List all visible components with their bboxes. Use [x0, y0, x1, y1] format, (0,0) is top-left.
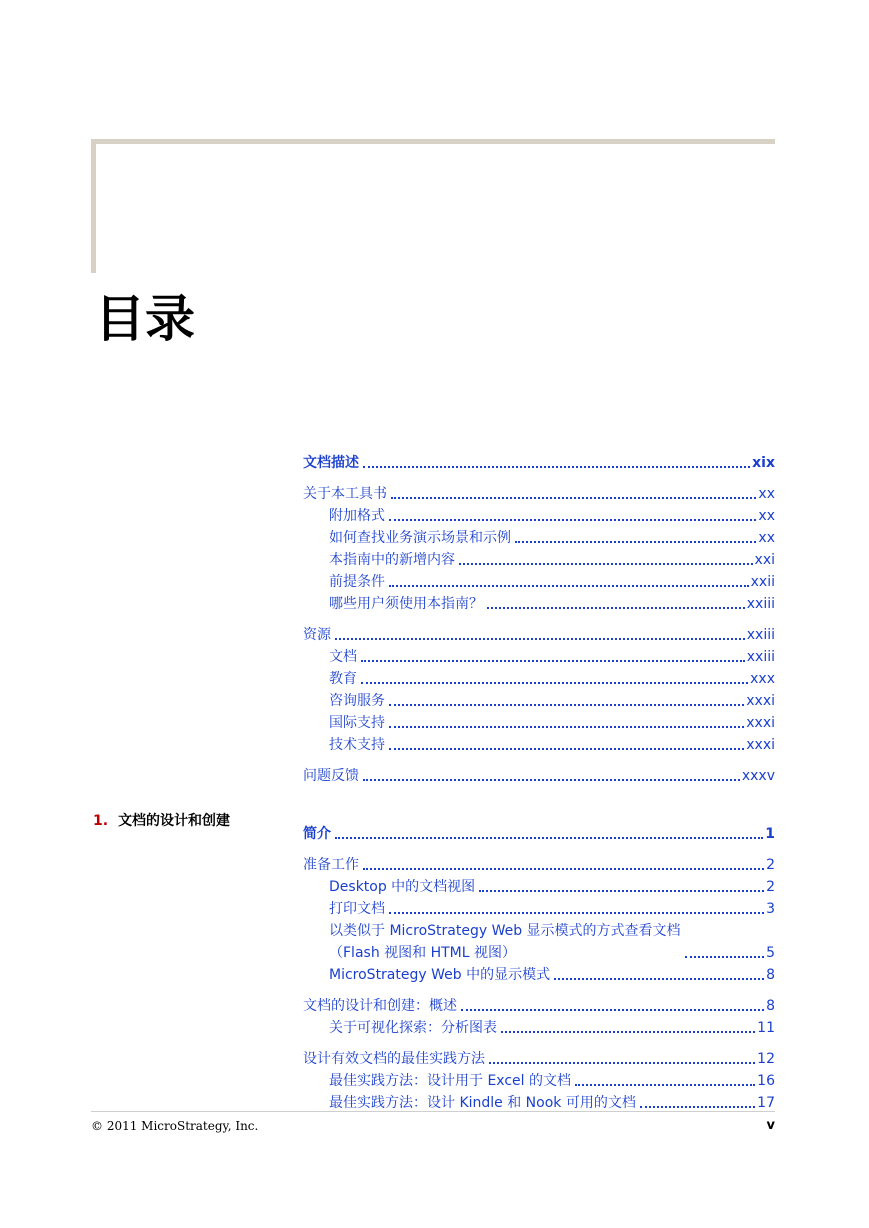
toc-entry-page-number: 8 [766, 967, 775, 983]
dot-leader [389, 585, 749, 587]
toc-group [303, 624, 775, 756]
chapter-1-section [303, 823, 775, 1114]
toc-entry-page-number: 11 [757, 1020, 775, 1036]
toc-entry-page-number: 17 [757, 1095, 775, 1111]
toc-entry-title: 文档 [329, 649, 357, 665]
toc-entry[interactable] [303, 646, 775, 668]
toc-entry-page-number: xxii [750, 574, 775, 590]
dot-leader [515, 541, 756, 543]
toc-entry[interactable] [303, 1070, 775, 1092]
dot-leader [335, 837, 763, 839]
toc-entry-title: 本指南中的新增内容 [329, 552, 455, 568]
dot-leader [363, 868, 764, 870]
toc-entry-title: 如何查找业务演示场景和示例 [329, 530, 511, 546]
toc-group [303, 995, 775, 1039]
toc-entry-page-number: xx [758, 486, 775, 502]
dot-leader [391, 497, 756, 499]
toc-entry[interactable] [303, 823, 775, 845]
dot-leader [335, 638, 745, 640]
dot-leader [389, 748, 744, 750]
toc-entry[interactable] [303, 668, 775, 690]
title-frame-top-bar [91, 139, 775, 144]
dot-leader [389, 519, 756, 521]
dot-leader [361, 660, 745, 662]
toc-entry-title: 准备工作 [303, 857, 359, 873]
toc-entry-title: 设计有效文档的最佳实践方法 [303, 1051, 485, 1067]
dot-leader [461, 1009, 764, 1011]
footer-divider [91, 1111, 775, 1112]
toc-entry-page-number: xx [758, 508, 775, 524]
toc-entry-page-number: xix [752, 455, 775, 471]
dot-leader [501, 1031, 755, 1033]
dot-leader [479, 890, 764, 892]
toc-entry-title: 最佳实践方法：设计用于 Excel 的文档 [329, 1073, 571, 1089]
toc-entry-title: 咨询服务 [329, 693, 385, 709]
toc-entry[interactable] [303, 571, 775, 593]
dot-leader [363, 466, 750, 468]
toc-entry[interactable] [303, 452, 775, 474]
chapter-title: 文档的设计和创建 [118, 813, 231, 829]
toc-entry-title: Desktop 中的文档视图 [329, 879, 476, 895]
toc-entry-page-number: 16 [757, 1073, 775, 1089]
dot-leader [389, 726, 744, 728]
toc-entry-page-number: 2 [766, 857, 775, 873]
dot-leader [554, 978, 764, 980]
toc-entry-title: 打印文档 [329, 901, 385, 917]
toc-entry-page-number: xxiii [746, 649, 775, 665]
toc-entry-title: 最佳实践方法：设计 Kindle 和 Nook 可用的文档 [329, 1095, 636, 1111]
footer-page-number: v [766, 1118, 775, 1133]
toc-group [303, 1048, 775, 1114]
toc-entry-page-number: xxxi [746, 715, 775, 731]
dot-leader [389, 912, 764, 914]
toc-entry-page-number: xxx [750, 671, 775, 687]
chapter-number: 1. [93, 813, 109, 829]
toc-entry-page-number: xxxi [746, 737, 775, 753]
toc-entry-page-number: xxiii [746, 627, 775, 643]
toc-entry[interactable] [303, 995, 775, 1017]
table-of-contents [303, 452, 775, 1134]
toc-entry-page-number: xxiii [746, 596, 775, 612]
toc-entry-title: 以类似于 MicroStrategy Web 显示模式的方式查看文档 （Flash 视图和 HTML 视图） [329, 923, 681, 961]
dot-leader [389, 704, 744, 706]
dot-leader [361, 682, 748, 684]
dot-leader [487, 607, 745, 609]
toc-group [303, 854, 775, 986]
toc-entry-title: 国际支持 [329, 715, 385, 731]
toc-entry[interactable] [303, 624, 775, 646]
toc-entry-title: 关于可视化探索：分析图表 [329, 1020, 497, 1036]
toc-entry[interactable] [303, 920, 775, 964]
toc-entry-title: 文档描述 [303, 455, 359, 471]
toc-entry-title: 问题反馈 [303, 768, 359, 784]
toc-entry-title: 哪些用户须使用本指南？ [329, 596, 483, 612]
toc-entry-page-number: xxxv [741, 768, 775, 784]
toc-entry-title: 资源 [303, 627, 331, 643]
toc-entry-page-number: 3 [766, 901, 775, 917]
dot-leader [489, 1062, 755, 1064]
page-title: 目录 [95, 290, 195, 348]
dot-leader [640, 1106, 755, 1108]
toc-entry[interactable] [303, 549, 775, 571]
toc-entry[interactable] [303, 527, 775, 549]
toc-group [303, 452, 775, 474]
toc-group [303, 483, 775, 615]
toc-entry[interactable] [303, 1048, 775, 1070]
toc-entry-title: 文档的设计和创建：概述 [303, 998, 457, 1014]
front-matter-section [303, 452, 775, 787]
toc-entry[interactable] [303, 876, 775, 898]
toc-entry[interactable] [303, 505, 775, 527]
toc-entry-page-number: xxxi [746, 693, 775, 709]
toc-entry[interactable] [303, 898, 775, 920]
dot-leader [363, 779, 740, 781]
toc-entry-page-number: 1 [765, 826, 775, 842]
toc-entry-page-number: 5 [766, 945, 775, 961]
toc-entry-title: 技术支持 [329, 737, 385, 753]
dot-leader [575, 1084, 755, 1086]
dot-leader [459, 563, 753, 565]
title-frame-left-bar [91, 139, 96, 273]
toc-entry[interactable] [303, 854, 775, 876]
toc-entry-title: 教育 [329, 671, 357, 687]
toc-entry-title: 附加格式 [329, 508, 385, 524]
toc-entry[interactable] [303, 690, 775, 712]
toc-entry-page-number: 12 [757, 1051, 775, 1067]
toc-entry-title: 关于本工具书 [303, 486, 387, 502]
chapter-1-heading[interactable] [93, 810, 230, 832]
toc-entry-page-number: 2 [766, 879, 775, 895]
toc-entry-title: 简介 [303, 826, 331, 842]
toc-entry[interactable] [303, 1017, 775, 1039]
toc-entry-title: MicroStrategy Web 中的显示模式 [329, 967, 551, 983]
toc-entry[interactable] [303, 712, 775, 734]
dot-leader [685, 956, 765, 958]
toc-entry-title: 前提条件 [329, 574, 385, 590]
toc-entry[interactable] [303, 734, 775, 756]
toc-entry[interactable] [303, 964, 775, 986]
toc-group [303, 765, 775, 787]
toc-entry[interactable] [303, 765, 775, 787]
toc-entry[interactable] [303, 593, 775, 615]
toc-entry-page-number: xx [758, 530, 775, 546]
toc-group [303, 823, 775, 845]
footer-copyright: © 2011 MicroStrategy, Inc. [91, 1119, 259, 1133]
toc-entry[interactable] [303, 483, 775, 505]
toc-entry-page-number: xxi [754, 552, 775, 568]
toc-entry-page-number: 8 [766, 998, 775, 1014]
